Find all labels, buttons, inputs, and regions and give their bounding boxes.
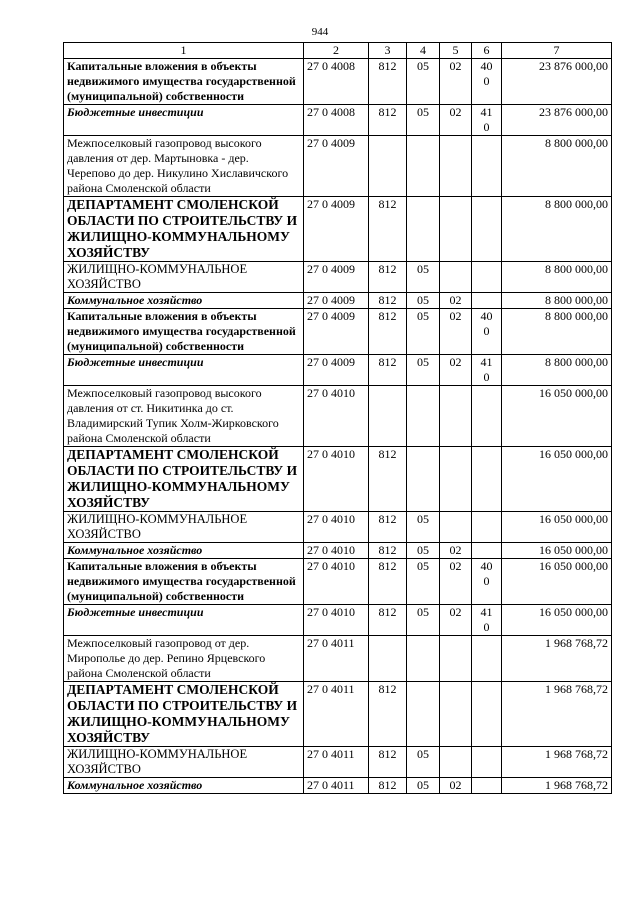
table-row (64, 605, 612, 636)
subsection-code: 02 (440, 293, 472, 309)
table-row (64, 682, 612, 747)
section-code: 05 (407, 262, 440, 293)
table-row (64, 293, 612, 309)
item-name: Межпоселковый газопровод высокого давления от дер. Мартыновка - дер. Черепово до дер. Никулино Хиславичского района Смоленской области (64, 136, 304, 197)
subsection-code (440, 682, 472, 747)
amount-value: 16 050 000,00 (502, 386, 612, 447)
amount-value: 8 800 000,00 (502, 293, 612, 309)
subsection-code: 02 (440, 778, 472, 794)
ministry-code: 812 (369, 605, 407, 636)
column-header: 7 (502, 43, 612, 59)
ministry-code (369, 136, 407, 197)
column-header: 2 (304, 43, 369, 59)
target-article-code: 27 0 4010 (304, 605, 369, 636)
item-name: ЖИЛИЩНО-КОММУНАЛЬНОЕ ХОЗЯЙСТВО (64, 512, 304, 543)
column-header: 3 (369, 43, 407, 59)
amount-value: 1 968 768,72 (502, 682, 612, 747)
target-article-code: 27 0 4009 (304, 197, 369, 262)
amount-value: 1 968 768,72 (502, 747, 612, 778)
amount-value: 16 050 000,00 (502, 559, 612, 605)
table-row (64, 778, 612, 794)
ministry-code: 812 (369, 447, 407, 512)
amount-value: 8 800 000,00 (502, 197, 612, 262)
target-article-code: 27 0 4009 (304, 355, 369, 386)
section-code (407, 636, 440, 682)
table-row (64, 262, 612, 293)
expense-type-code (472, 293, 502, 309)
ministry-code: 812 (369, 59, 407, 105)
item-name: Бюджетные инвестиции (64, 355, 304, 386)
section-code: 05 (407, 605, 440, 636)
table-row (64, 559, 612, 605)
amount-value: 1 968 768,72 (502, 636, 612, 682)
ministry-code: 812 (369, 682, 407, 747)
item-name: Межпоселковый газопровод высокого давления от ст. Никитинка до ст. Владимирский Тупик Холм-Жирковского района Смоленской области (64, 386, 304, 447)
ministry-code: 812 (369, 309, 407, 355)
subsection-code: 02 (440, 543, 472, 559)
column-number-row (64, 43, 612, 59)
target-article-code: 27 0 4009 (304, 262, 369, 293)
expense-type-code (472, 512, 502, 543)
expense-type-code (472, 778, 502, 794)
expense-type-code (472, 747, 502, 778)
ministry-code: 812 (369, 559, 407, 605)
section-code (407, 197, 440, 262)
ministry-code: 812 (369, 747, 407, 778)
column-header: 4 (407, 43, 440, 59)
subsection-code: 02 (440, 605, 472, 636)
section-code: 05 (407, 778, 440, 794)
expense-type-code: 41 0 (472, 355, 502, 386)
amount-value: 8 800 000,00 (502, 355, 612, 386)
expense-type-code (472, 447, 502, 512)
section-code: 05 (407, 559, 440, 605)
amount-value: 16 050 000,00 (502, 447, 612, 512)
expense-type-code: 40 0 (472, 559, 502, 605)
section-code: 05 (407, 309, 440, 355)
expense-type-code (472, 682, 502, 747)
item-name: ДЕПАРТАМЕНТ СМОЛЕНСКОЙ ОБЛАСТИ ПО СТРОИТЕЛЬСТВУ И ЖИЛИЩНО-КОММУНАЛЬНОМУ ХОЗЯЙСТВУ (64, 447, 304, 512)
expense-type-code (472, 543, 502, 559)
ministry-code: 812 (369, 355, 407, 386)
subsection-code (440, 636, 472, 682)
column-header: 6 (472, 43, 502, 59)
subsection-code (440, 447, 472, 512)
target-article-code: 27 0 4008 (304, 105, 369, 136)
subsection-code (440, 386, 472, 447)
section-code: 05 (407, 355, 440, 386)
ministry-code: 812 (369, 197, 407, 262)
expense-type-code: 40 0 (472, 309, 502, 355)
expense-type-code (472, 386, 502, 447)
section-code: 05 (407, 59, 440, 105)
column-header: 1 (64, 43, 304, 59)
item-name: Капитальные вложения в объекты недвижимого имущества государственной (муниципальной) собственности (64, 59, 304, 105)
expense-type-code: 40 0 (472, 59, 502, 105)
item-name: Капитальные вложения в объекты недвижимого имущества государственной (муниципальной) собственности (64, 559, 304, 605)
ministry-code: 812 (369, 543, 407, 559)
expense-type-code (472, 197, 502, 262)
ministry-code: 812 (369, 105, 407, 136)
amount-value: 23 876 000,00 (502, 105, 612, 136)
table-row (64, 309, 612, 355)
target-article-code: 27 0 4010 (304, 543, 369, 559)
subsection-code (440, 262, 472, 293)
section-code (407, 447, 440, 512)
section-code: 05 (407, 543, 440, 559)
item-name: Капитальные вложения в объекты недвижимого имущества государственной (муниципальной) собственности (64, 309, 304, 355)
table-row (64, 136, 612, 197)
amount-value: 8 800 000,00 (502, 136, 612, 197)
ministry-code (369, 636, 407, 682)
target-article-code: 27 0 4010 (304, 559, 369, 605)
subsection-code: 02 (440, 559, 472, 605)
expense-type-code: 41 0 (472, 105, 502, 136)
ministry-code: 812 (369, 778, 407, 794)
table-row (64, 747, 612, 778)
subsection-code: 02 (440, 309, 472, 355)
subsection-code: 02 (440, 59, 472, 105)
section-code: 05 (407, 105, 440, 136)
item-name: Коммунальное хозяйство (64, 778, 304, 794)
target-article-code: 27 0 4010 (304, 447, 369, 512)
expense-type-code (472, 262, 502, 293)
table-row (64, 105, 612, 136)
item-name: Коммунальное хозяйство (64, 543, 304, 559)
subsection-code (440, 197, 472, 262)
table-body (64, 59, 612, 794)
target-article-code: 27 0 4010 (304, 512, 369, 543)
expense-type-code (472, 636, 502, 682)
item-name: Коммунальное хозяйство (64, 293, 304, 309)
amount-value: 8 800 000,00 (502, 309, 612, 355)
ministry-code: 812 (369, 293, 407, 309)
expense-type-code: 41 0 (472, 605, 502, 636)
ministry-code (369, 386, 407, 447)
section-code (407, 386, 440, 447)
ministry-code: 812 (369, 262, 407, 293)
amount-value: 16 050 000,00 (502, 543, 612, 559)
section-code (407, 682, 440, 747)
target-article-code: 27 0 4010 (304, 386, 369, 447)
target-article-code: 27 0 4009 (304, 136, 369, 197)
table-row (64, 386, 612, 447)
page-number: 944 (311, 26, 329, 38)
subsection-code (440, 512, 472, 543)
item-name: ЖИЛИЩНО-КОММУНАЛЬНОЕ ХОЗЯЙСТВО (64, 262, 304, 293)
ministry-code: 812 (369, 512, 407, 543)
amount-value: 16 050 000,00 (502, 605, 612, 636)
target-article-code: 27 0 4009 (304, 309, 369, 355)
table-row (64, 197, 612, 262)
subsection-code (440, 136, 472, 197)
section-code (407, 136, 440, 197)
target-article-code: 27 0 4011 (304, 747, 369, 778)
item-name: Межпоселковый газопровод от дер. Мирополье до дер. Репино Ярцевского района Смоленской области (64, 636, 304, 682)
item-name: ДЕПАРТАМЕНТ СМОЛЕНСКОЙ ОБЛАСТИ ПО СТРОИТЕЛЬСТВУ И ЖИЛИЩНО-КОММУНАЛЬНОМУ ХОЗЯЙСТВУ (64, 682, 304, 747)
table-row (64, 636, 612, 682)
amount-value: 8 800 000,00 (502, 262, 612, 293)
target-article-code: 27 0 4011 (304, 778, 369, 794)
target-article-code: 27 0 4009 (304, 293, 369, 309)
subsection-code: 02 (440, 355, 472, 386)
target-article-code: 27 0 4008 (304, 59, 369, 105)
budget-table (63, 42, 612, 794)
target-article-code: 27 0 4011 (304, 636, 369, 682)
table-row (64, 59, 612, 105)
item-name: ДЕПАРТАМЕНТ СМОЛЕНСКОЙ ОБЛАСТИ ПО СТРОИТЕЛЬСТВУ И ЖИЛИЩНО-КОММУНАЛЬНОМУ ХОЗЯЙСТВУ (64, 197, 304, 262)
table-row (64, 447, 612, 512)
section-code: 05 (407, 512, 440, 543)
amount-value: 1 968 768,72 (502, 778, 612, 794)
section-code: 05 (407, 747, 440, 778)
table-row (64, 543, 612, 559)
amount-value: 23 876 000,00 (502, 59, 612, 105)
table-row (64, 512, 612, 543)
column-header: 5 (440, 43, 472, 59)
amount-value: 16 050 000,00 (502, 512, 612, 543)
item-name: ЖИЛИЩНО-КОММУНАЛЬНОЕ ХОЗЯЙСТВО (64, 747, 304, 778)
target-article-code: 27 0 4011 (304, 682, 369, 747)
section-code: 05 (407, 293, 440, 309)
subsection-code (440, 747, 472, 778)
table-row (64, 355, 612, 386)
subsection-code: 02 (440, 105, 472, 136)
expense-type-code (472, 136, 502, 197)
item-name: Бюджетные инвестиции (64, 105, 304, 136)
item-name: Бюджетные инвестиции (64, 605, 304, 636)
